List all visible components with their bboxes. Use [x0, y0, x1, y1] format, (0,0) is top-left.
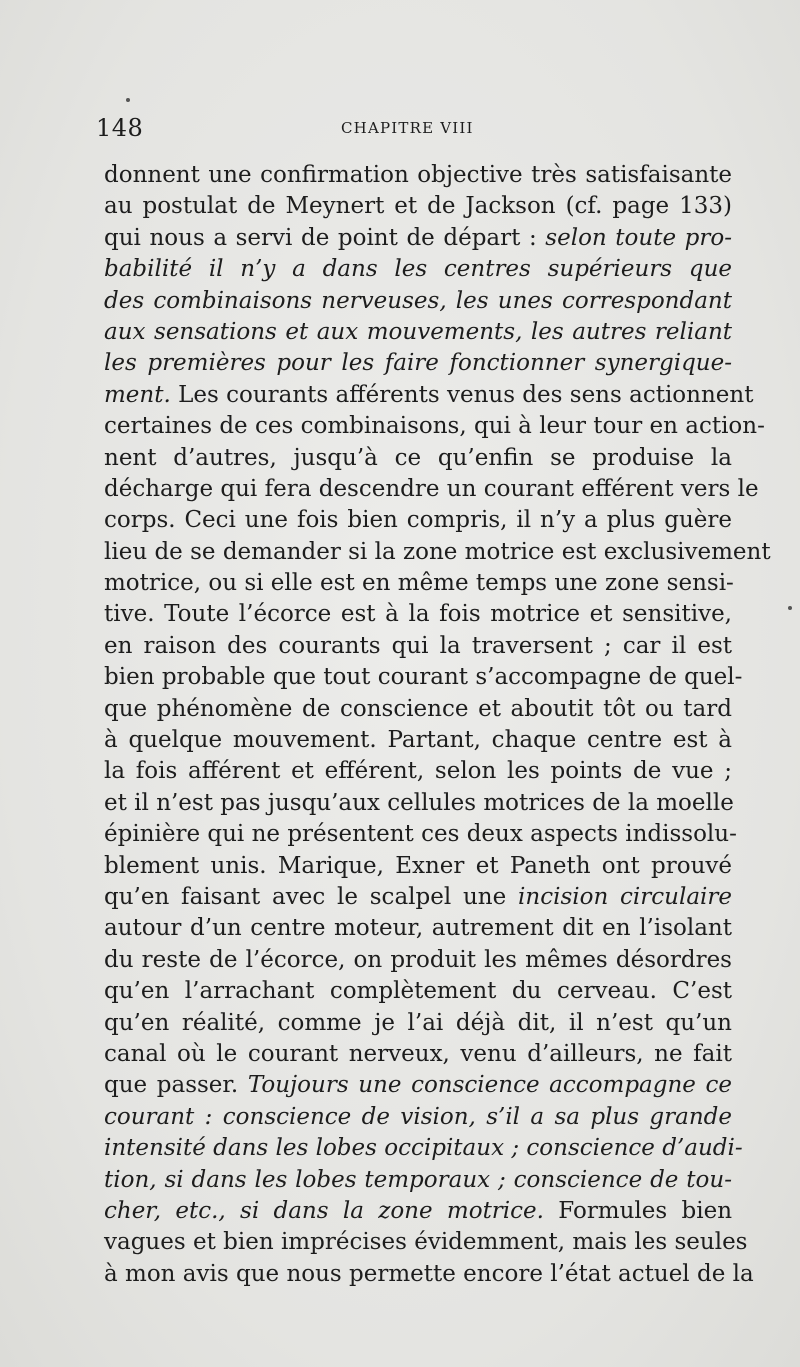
text-line	[104, 443, 732, 474]
running-header	[96, 114, 736, 144]
text-line	[104, 191, 732, 222]
text-segment: épinière qui ne présentent ces deux aspects indissolu-	[104, 821, 737, 848]
text-line	[104, 694, 732, 725]
italic-text-segment: aux sensations et aux mouvements, les autres reliant	[104, 318, 732, 345]
page-number: 148	[96, 114, 144, 142]
text-line	[104, 1133, 743, 1164]
text-segment: décharge qui fera descendre un courant efférent vers le	[104, 475, 759, 502]
text-segment: nent d’autres, jusqu’à ce qu’enfin se produise la	[104, 444, 732, 471]
text-line	[104, 819, 737, 850]
text-line	[104, 662, 743, 693]
text-line	[104, 254, 732, 285]
text-segment: et il n’est pas jusqu’aux cellules motrices de la moelle	[104, 789, 734, 816]
italic-text-segment: des combinaisons nerveuses, les unes correspondant	[104, 287, 732, 314]
text-line	[104, 913, 732, 944]
text-line	[104, 1196, 732, 1227]
text-segment: qu’en réalité, comme je l’ai déjà dit, il n’est qu’un	[104, 1009, 732, 1036]
italic-text-segment: ment.	[104, 381, 171, 408]
text-line	[104, 631, 732, 662]
text-line	[104, 725, 732, 756]
italic-text-segment: les premières pour les faire fonctionner synergique-	[104, 350, 732, 377]
text-line	[104, 882, 732, 913]
text-segment: au postulat de Meynert et de Jackson (cf. page 133)	[104, 193, 732, 220]
text-line	[104, 317, 732, 348]
text-line	[104, 348, 732, 379]
text-segment: la fois afférent et efférent, selon les points de vue ;	[104, 758, 732, 785]
italic-text-segment: incision circulaire	[518, 883, 733, 910]
text-segment: tive. Toute l’écorce est à la fois motrice et sensitive,	[104, 601, 732, 628]
text-line	[104, 474, 759, 505]
text-line	[104, 976, 732, 1007]
text-segment: qu’en faisant avec le scalpel une	[104, 883, 519, 910]
text-segment: à quelque mouvement. Partant, chaque centre est à	[104, 727, 732, 754]
body-text	[104, 160, 771, 1290]
chapter-title: CHAPITRE VIII	[341, 119, 474, 137]
text-segment: vagues et bien imprécises évidemment, mais les seules	[104, 1229, 748, 1256]
text-line	[104, 945, 732, 976]
text-line	[104, 380, 754, 411]
text-line	[104, 223, 732, 254]
text-line	[104, 411, 765, 442]
text-line	[104, 568, 732, 599]
text-line	[104, 1070, 732, 1101]
text-line	[104, 1008, 732, 1039]
text-segment: blement unis. Marique, Exner et Paneth ont prouvé	[104, 852, 732, 879]
text-segment: qui nous a servi de point de départ :	[104, 224, 546, 251]
italic-text-segment: cher, etc., si dans la zone motrice.	[104, 1197, 544, 1224]
text-line	[104, 160, 732, 191]
text-line	[104, 505, 732, 536]
text-segment: corps. Ceci une fois bien compris, il n’y a plus guère	[104, 507, 732, 534]
italic-text-segment: selon toute pro-	[545, 224, 732, 251]
text-segment: en raison des courants qui la traversent ; car il est	[104, 632, 732, 659]
italic-text-segment: tion, si dans les lobes temporaux ; conscience de tou-	[104, 1166, 732, 1193]
text-line	[104, 788, 732, 819]
text-segment: bien probable que tout courant s’accompagne de quel-	[104, 664, 743, 691]
text-segment: autour d’un centre moteur, autrement dit en l’isolant	[104, 915, 732, 942]
text-line	[104, 1102, 732, 1133]
text-segment: motrice, ou si elle est en même temps une zone sensi-	[104, 570, 734, 597]
text-line	[104, 756, 732, 787]
text-line	[104, 1259, 754, 1290]
text-segment: à mon avis que nous permette encore l’état actuel de la	[104, 1260, 754, 1287]
ink-speck	[126, 98, 130, 102]
text-line	[104, 537, 771, 568]
italic-text-segment: intensité dans les lobes occipitaux ; conscience d’audi-	[104, 1135, 743, 1162]
text-segment: que passer.	[104, 1072, 248, 1099]
text-line	[104, 286, 732, 317]
text-line	[104, 1165, 732, 1196]
text-line	[104, 851, 732, 882]
text-segment: certaines de ces combinaisons, qui à leur tour en action-	[104, 413, 765, 440]
italic-text-segment: Toujours une conscience accompagne ce	[247, 1072, 733, 1099]
text-segment: que phénomène de conscience et aboutit tôt ou tard	[104, 695, 732, 722]
text-line	[104, 1039, 732, 1070]
ink-speck	[788, 606, 792, 610]
text-segment: canal où le courant nerveux, venu d’ailleurs, ne fait	[104, 1040, 732, 1067]
text-segment: qu’en l’arrachant complètement du cerveau. C’est	[104, 978, 732, 1005]
italic-text-segment: courant : conscience de vision, s’il a sa plus grande	[104, 1103, 732, 1130]
text-segment: donnent une confirmation objective très satisfaisante	[104, 162, 732, 188]
text-segment: lieu de se demander si la zone motrice est exclusivement	[104, 538, 771, 565]
text-line	[104, 599, 732, 630]
text-segment: du reste de l’écorce, on produit les mêmes désordres	[104, 946, 732, 973]
text-line	[104, 1227, 748, 1258]
text-segment: Formules bien	[543, 1197, 733, 1224]
italic-text-segment: babilité il n’y a dans les centres supérieurs que	[104, 256, 732, 283]
text-segment: Les courants afférents venus des sens actionnent	[170, 381, 754, 408]
